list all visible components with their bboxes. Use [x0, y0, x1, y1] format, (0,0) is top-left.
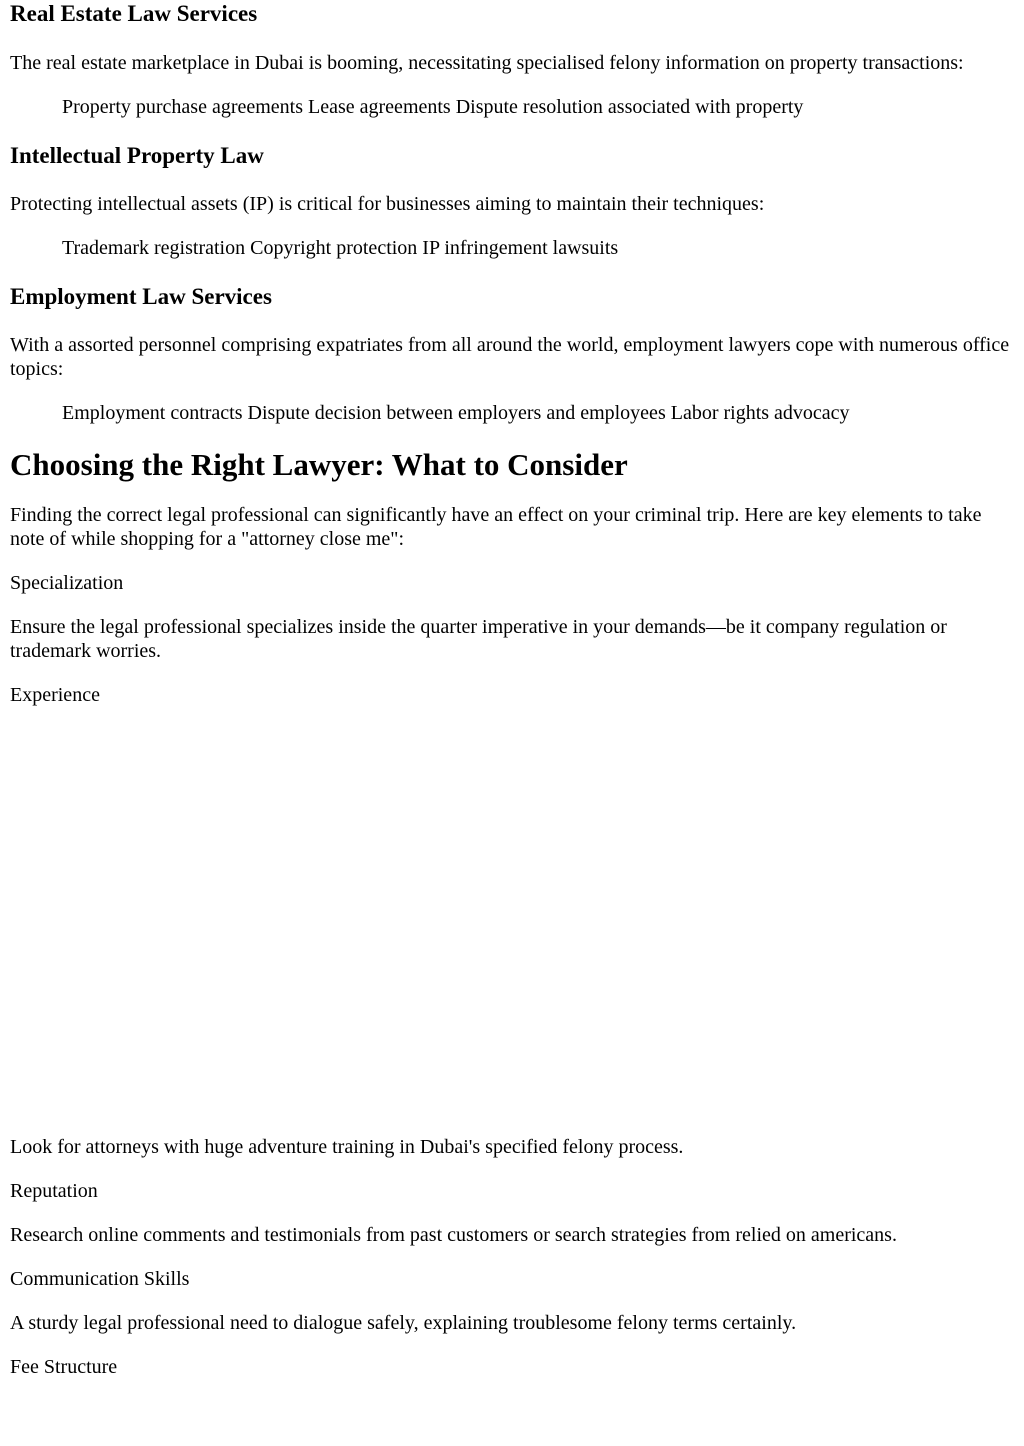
choosing-heading: Choosing the Right Lawyer: What to Consider [10, 447, 628, 482]
blank-space [10, 707, 1016, 1135]
real-estate-list: Property purchase agreements Lease agreements Dispute resolution associated with property [62, 96, 804, 118]
communication-text: A sturdy legal professional need to dialogue safely, explaining troublesome felony terms certainly. [10, 1312, 797, 1334]
ip-list: Trademark registration Copyright protection IP infringement lawsuits [62, 237, 619, 259]
employment-heading: Employment Law Services [10, 284, 272, 309]
experience-label: Experience [10, 684, 100, 706]
reputation-label: Reputation [10, 1180, 98, 1202]
employment-list: Employment contracts Dispute decision between employers and employees Labor rights advocacy [62, 402, 850, 424]
ip-heading: Intellectual Property Law [10, 143, 264, 168]
real-estate-intro: The real estate marketplace in Dubai is booming, necessitating specialised felony information on property transactions: [10, 52, 964, 74]
specialization-text: Ensure the legal professional specializes inside the quarter imperative in your demands—be it company regulation or trademark worries. [10, 616, 947, 662]
fee-label: Fee Structure [10, 1356, 118, 1378]
ip-intro: Protecting intellectual assets (IP) is critical for businesses aiming to maintain their techniques: [10, 193, 765, 215]
reputation-text: Research online comments and testimonials from past customers or search strategies from relied on americans. [10, 1224, 897, 1246]
experience-text: Look for attorneys with huge adventure training in Dubai's specified felony process. [10, 1136, 684, 1158]
real-estate-heading: Real Estate Law Services [10, 1, 258, 26]
communication-label: Communication Skills [10, 1268, 190, 1290]
choosing-intro: Finding the correct legal professional can significantly have an effect on your criminal trip. Here are key elements to take note of while shopping for a "attorney close me": [10, 504, 982, 550]
employment-intro: With a assorted personnel comprising expatriates from all around the world, employment lawyers cope with numerous office topics: [10, 334, 1010, 380]
article-content [10, 0, 1016, 1379]
specialization-label: Specialization [10, 572, 124, 594]
